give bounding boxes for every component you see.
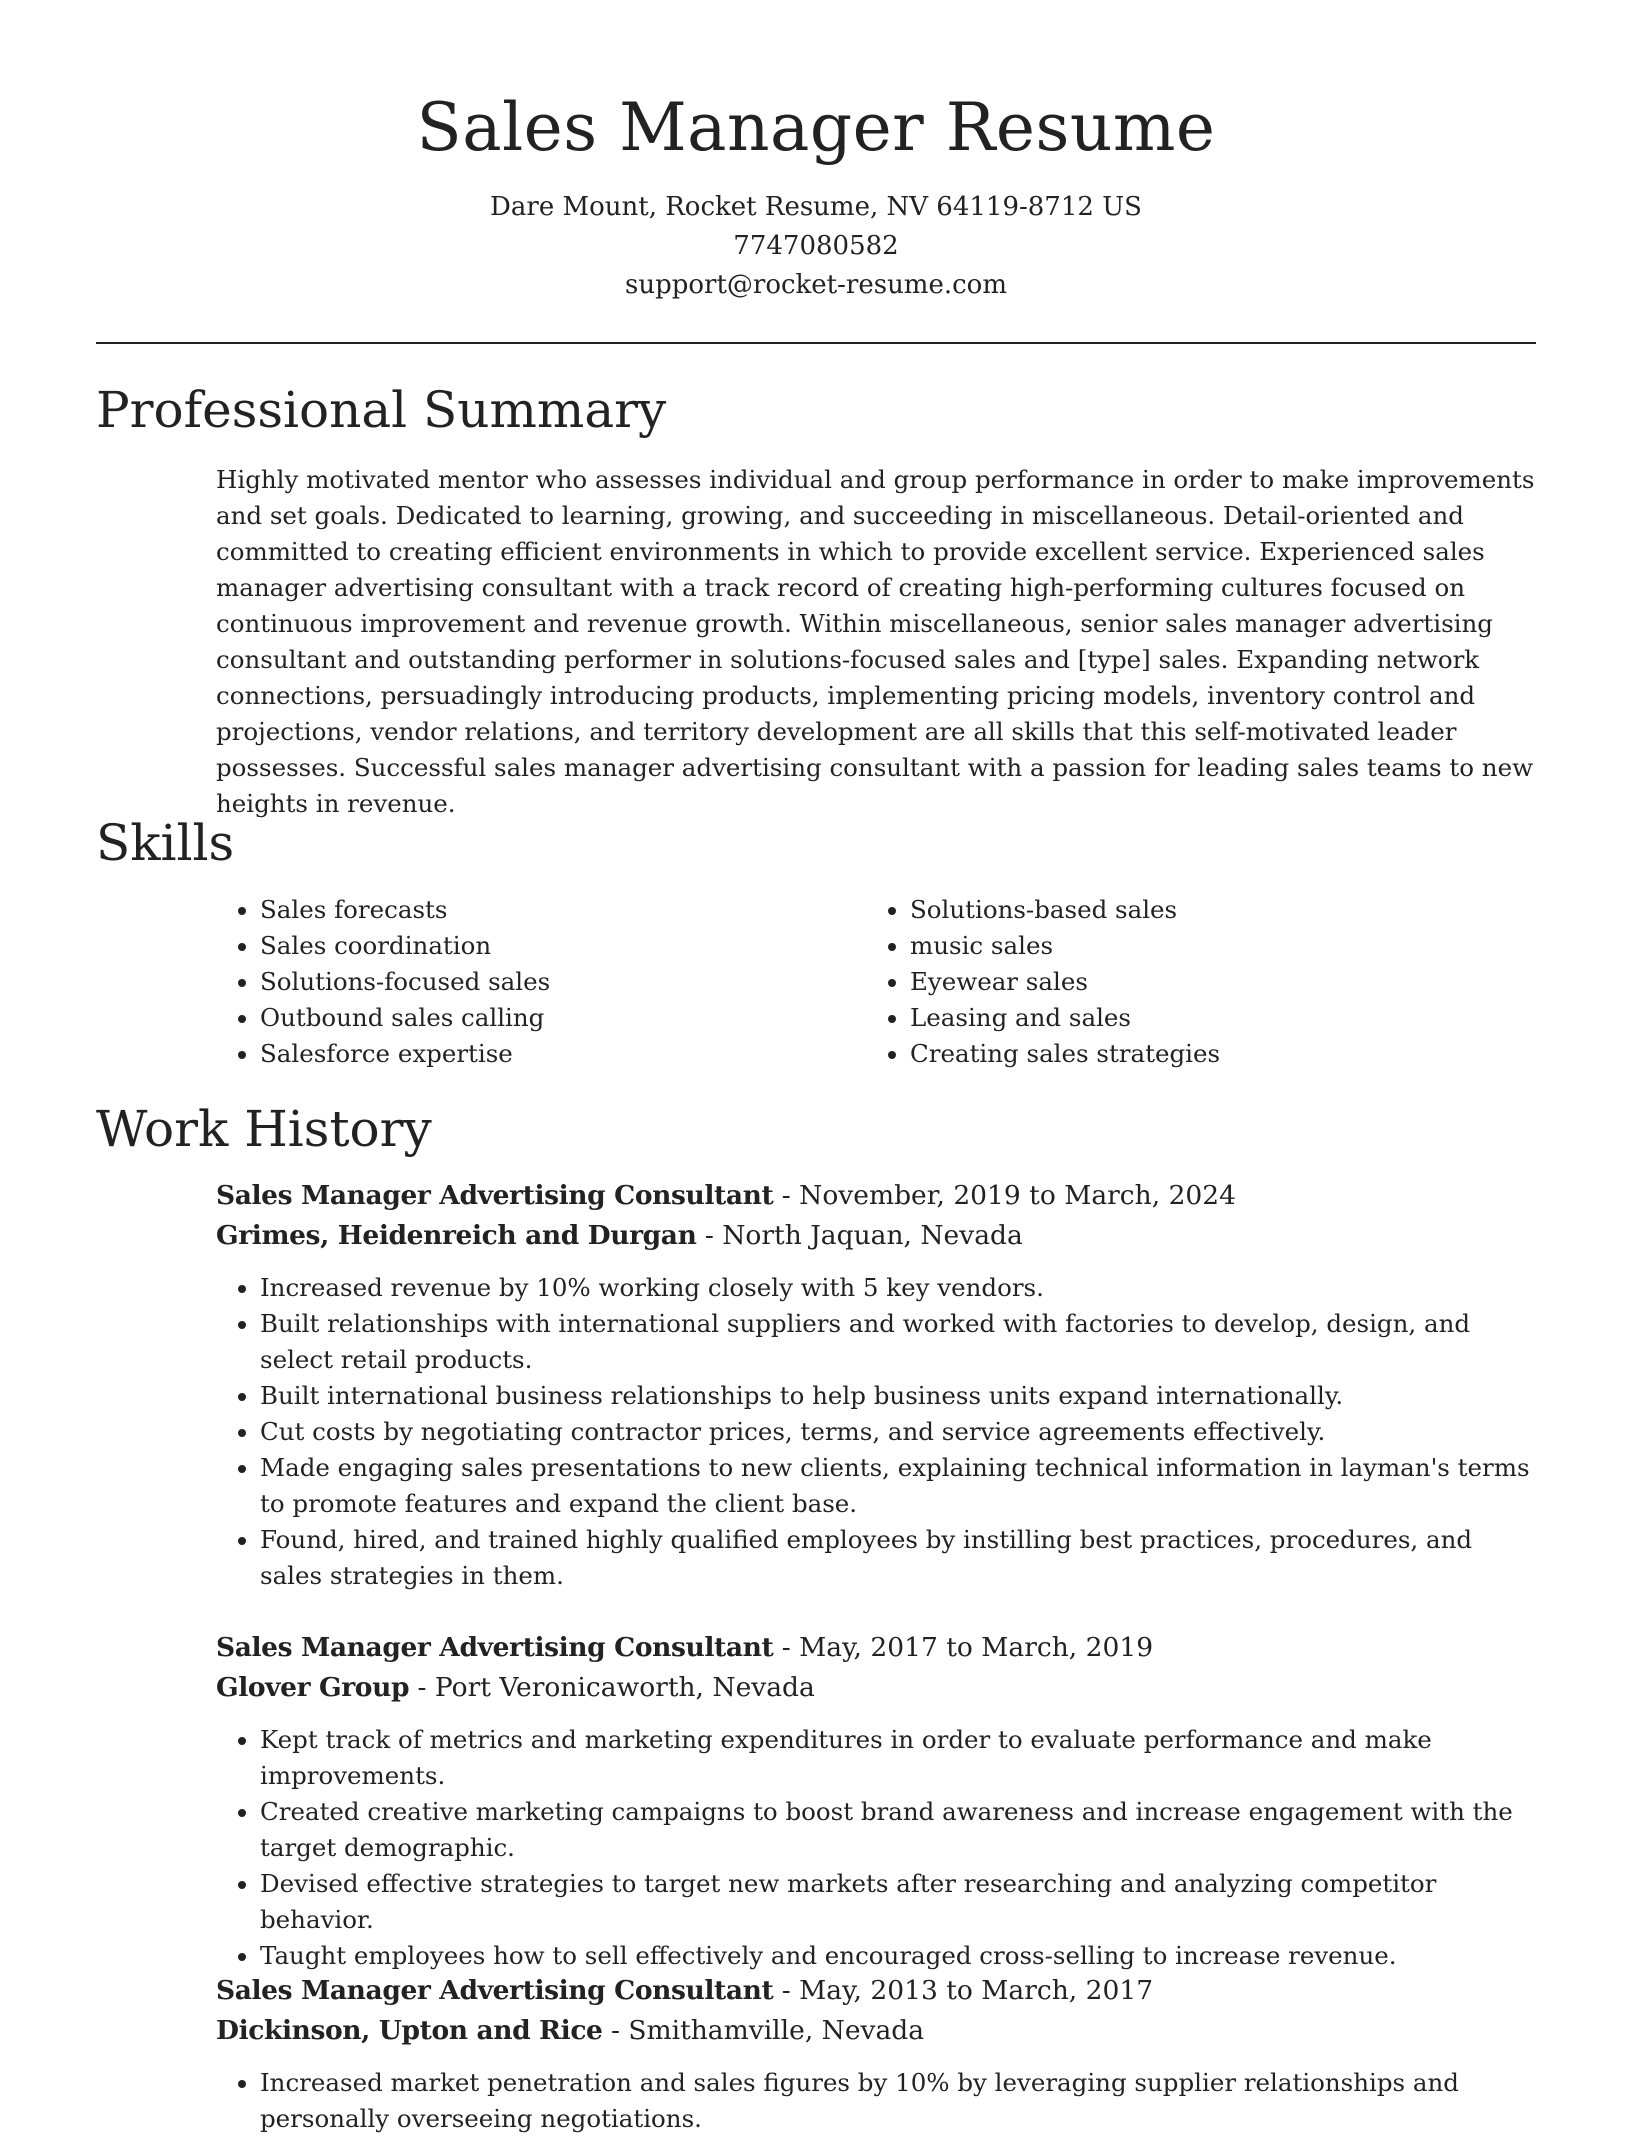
job-company: Glover Group: [216, 1672, 410, 1703]
job-bullets: [216, 1270, 1536, 1594]
job-company-line: [216, 1668, 1536, 1708]
job-dates: - November, 2019 to March, 2024: [773, 1180, 1237, 1211]
summary-text: Highly motivated mentor who assesses individual and group performance in order to make improvements and set goals. Dedicated to learning, growing, and succeeding in miscellaneous. Detail-oriented and committed to creating efficient environments in which to provide excellent service. Experienced sales manager advertising consultant with a track record of creating high-performing cultures focused on continuous improvement and revenue growth. Within miscellaneous, senior sales manager advertising consultant and outstanding performer in solutions-focused sales and [type] sales. Expanding network connections, persuadingly introducing products, implementing pricing models, inventory control and projections, vendor relations, and territory development are all skills that this self-motivated leader possesses. Successful sales manager advertising consultant with a passion for leading sales teams to new heights in revenue.: [216, 465, 1535, 818]
job-bullet: • Built relationships with international suppliers and worked with factories to develop, design, and select retail products.: [260, 1306, 1536, 1378]
skill-item: • music sales: [910, 928, 1486, 964]
job-location: - Smithamville, Nevada: [602, 2015, 925, 2046]
job-bullet: • Cut costs by negotiating contractor prices, terms, and service agreements effectively.: [260, 1414, 1536, 1450]
summary-section: [216, 462, 1536, 822]
job-location: - Port Veronicaworth, Nevada: [409, 1672, 815, 1703]
skill-item: • Solutions-based sales: [910, 892, 1486, 928]
job-bullet: • Built international business relationships to help business units expand internationally.: [260, 1378, 1536, 1414]
skill-item: • Leasing and sales: [910, 1000, 1486, 1036]
job-bullets: [216, 1722, 1536, 1974]
job-title: Sales Manager Advertising Consultant: [216, 1180, 774, 1211]
skill-item: • Outbound sales calling: [260, 1000, 836, 1036]
skills-list-left: [216, 892, 836, 1072]
job-company-line: [216, 2011, 1536, 2051]
job-title-line: [216, 1628, 1536, 1668]
job-bullet: • Taught employees how to sell effectively and encouraged cross-selling to increase revenue.: [260, 1938, 1536, 1974]
job-bullet: • Devised effective strategies to target new markets after researching and analyzing competitor behavior.: [260, 1866, 1536, 1938]
contact-email: support@rocket-resume.com: [624, 270, 1007, 300]
job-company: Grimes, Heidenreich and Durgan: [216, 1220, 697, 1251]
skill-item: • Solutions-focused sales: [260, 964, 836, 1000]
skills-heading: Skills: [96, 814, 235, 872]
job-company: Dickinson, Upton and Rice: [216, 2015, 603, 2046]
contact-phone: 7747080582: [733, 231, 899, 261]
job-company-line: [216, 1216, 1536, 1256]
job-bullet: • Created creative marketing campaigns to boost brand awareness and increase engagement with the target demographic.: [260, 1794, 1536, 1866]
skill-item: • Sales coordination: [260, 928, 836, 964]
summary-heading: Professional Summary: [96, 381, 667, 439]
job-entry: [216, 1971, 1536, 2051]
skills-list-right: [866, 892, 1486, 1072]
job-entry: [216, 1176, 1536, 1256]
job-bullet: • Increased market penetration and sales figures by 10% by leveraging supplier relationships and personally overseeing negotiations.: [260, 2065, 1536, 2137]
job-entry: [216, 1628, 1536, 1708]
header-divider: [96, 342, 1536, 344]
skill-item: • Eyewear sales: [910, 964, 1486, 1000]
job-bullet: • Kept track of metrics and marketing expenditures in order to evaluate performance and make improvements.: [260, 1722, 1536, 1794]
job-title: Sales Manager Advertising Consultant: [216, 1975, 774, 2006]
job-title: Sales Manager Advertising Consultant: [216, 1632, 774, 1663]
job-bullet: • Made engaging sales presentations to new clients, explaining technical information in layman's terms to promote features and expand the client base.: [260, 1450, 1536, 1522]
job-dates: - May, 2013 to March, 2017: [773, 1975, 1154, 2006]
job-dates: - May, 2017 to March, 2019: [773, 1632, 1154, 1663]
work-history-heading: Work History: [96, 1100, 432, 1158]
skill-item: • Salesforce expertise: [260, 1036, 836, 1072]
job-bullets: [216, 2065, 1536, 2137]
job-location: - North Jaquan, Nevada: [696, 1220, 1023, 1251]
job-title-line: [216, 1176, 1536, 1216]
resume-title: Sales Manager Resume: [416, 89, 1216, 166]
resume-header: [0, 82, 1632, 305]
contact-address: Dare Mount, Rocket Resume, NV 64119-8712 US: [490, 192, 1142, 222]
skill-item: • Creating sales strategies: [910, 1036, 1486, 1072]
skill-item: • Sales forecasts: [260, 892, 836, 928]
job-bullet: • Found, hired, and trained highly qualified employees by instilling best practices, procedures, and sales strategies in them.: [260, 1522, 1536, 1594]
contact-block: [0, 188, 1632, 305]
job-title-line: [216, 1971, 1536, 2011]
job-bullet: • Increased revenue by 10% working closely with 5 key vendors.: [260, 1270, 1536, 1306]
